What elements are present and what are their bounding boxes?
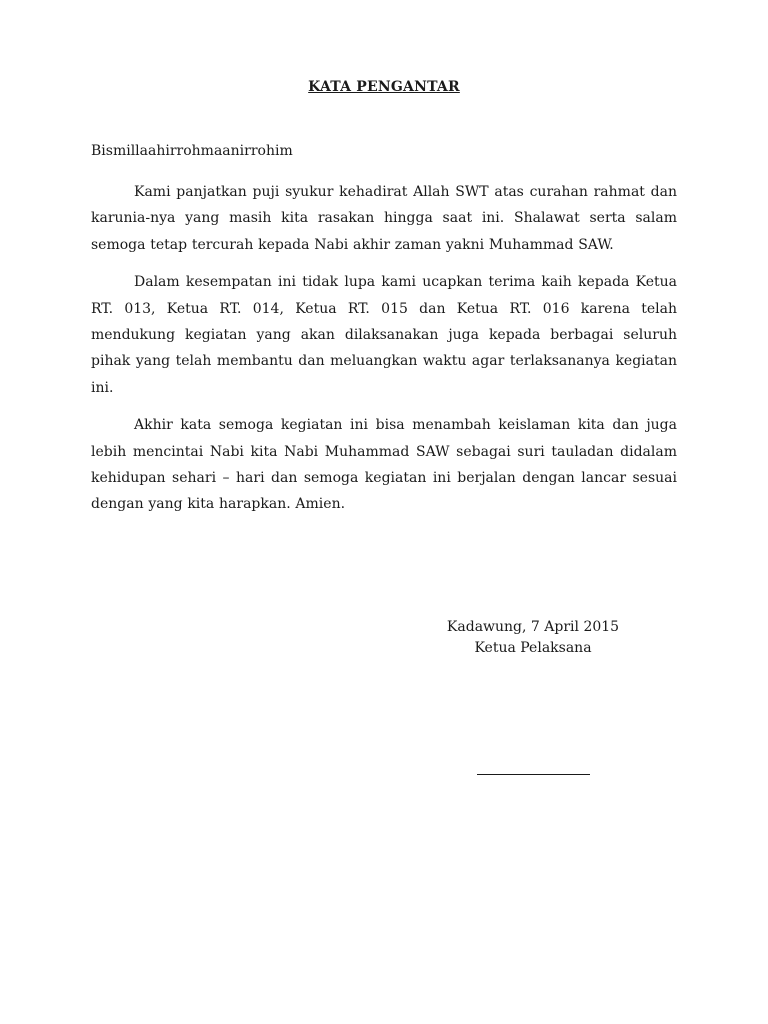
signature-line: [477, 774, 590, 775]
paragraph-closing: Akhir kata semoga kegiatan ini bisa menambah keislaman kita dan juga lebih mencintai Nabi kita Nabi Muhammad SAW sebagai suri tauladan didalam kehidupan sehari – hari dan semoga kegiatan ini berjalan dengan lancar sesuai dengan yang kita harapkan. Amien.: [91, 417, 677, 513]
document-title: KATA PENGANTAR: [308, 79, 460, 95]
paragraph-gratitude: Kami panjatkan puji syukur kehadirat Allah SWT atas curahan rahmat dan karunia-nya yang masih kita rasakan hingga saat ini. Shalawat serta salam semoga tetap tercurah kepada Nabi akhir zaman yakni Muhammad SAW.: [91, 184, 677, 253]
signature-place-date: Kadawung, 7 April 2015: [446, 619, 620, 635]
paragraph-thanks: Dalam kesempatan ini tidak lupa kami ucapkan terima kaih kepada Ketua RT. 013, Ketua RT. 014, Ketua RT. 015 dan Ketua RT. 016 karena telah mendukung kegiatan yang akan dilaksanakan juga kepada berbagai seluruh pihak yang telah membantu dan meluangkan waktu agar terlaksananya kegiatan ini.: [91, 274, 677, 396]
signature-role: Ketua Pelaksana: [474, 640, 592, 656]
body-text: [91, 179, 677, 529]
signature-block: [433, 617, 633, 659]
greeting-text: Bismillaahirrohmaanirrohim: [91, 143, 293, 159]
